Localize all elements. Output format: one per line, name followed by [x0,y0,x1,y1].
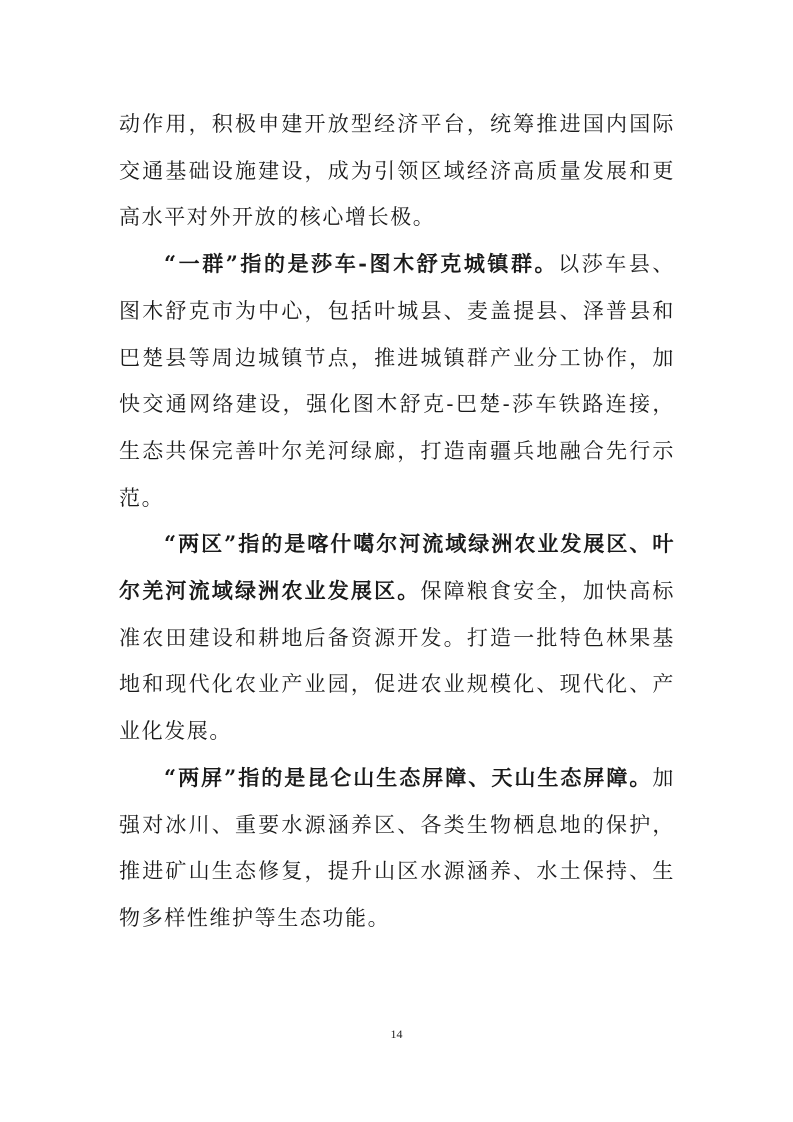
paragraph-lead-heading: “两区”指的是喀什噶尔河流域绿洲农业发展区、叶尔羌河流域绿洲农业发展区。 [119,531,675,604]
paragraph-body-text: 动作用，积极申建开放型经济平台，统筹推进国内国际交通基础设施建设，成为引领区域经济高质量发展和更高水平对外开放的核心增长极。 [119,112,675,230]
paragraph-continuation [119,101,675,241]
paragraph-two-barriers [119,755,675,942]
paragraph-one-cluster [119,241,675,521]
page-number: 14 [390,1027,403,1041]
document-body [119,101,675,942]
paragraph-lead-heading: “一群”指的是莎车-图木舒克城镇群。 [164,251,559,277]
paragraph-body-text: 加强对冰川、重要水源涵养区、各类生物栖息地的保护，推进矿山生态修复，提升山区水源涵养、水土保持、生物多样性维护等生态功能。 [119,765,675,930]
paragraph-body-text: 保障粮食安全，加快高标准农田建设和耕地后备资源开发。打造一批特色林果基地和现代化农业产业园，促进农业规模化、现代化、产业化发展。 [119,579,675,744]
paragraph-two-zones [119,521,675,755]
paragraph-lead-heading: “两屏”指的是昆仑山生态屏障、天山生态屏障。 [164,764,653,790]
paragraph-body-text: 以莎车县、图木舒克市为中心，包括叶城县、麦盖提县、泽普县和巴楚县等周边城镇节点，推进城镇群产业分工协作，加快交通网络建设，强化图木舒克-巴楚-莎车铁路连接，生态共保完善叶尔羌河绿廊，打造南疆兵地融合先行示范。 [119,252,675,510]
